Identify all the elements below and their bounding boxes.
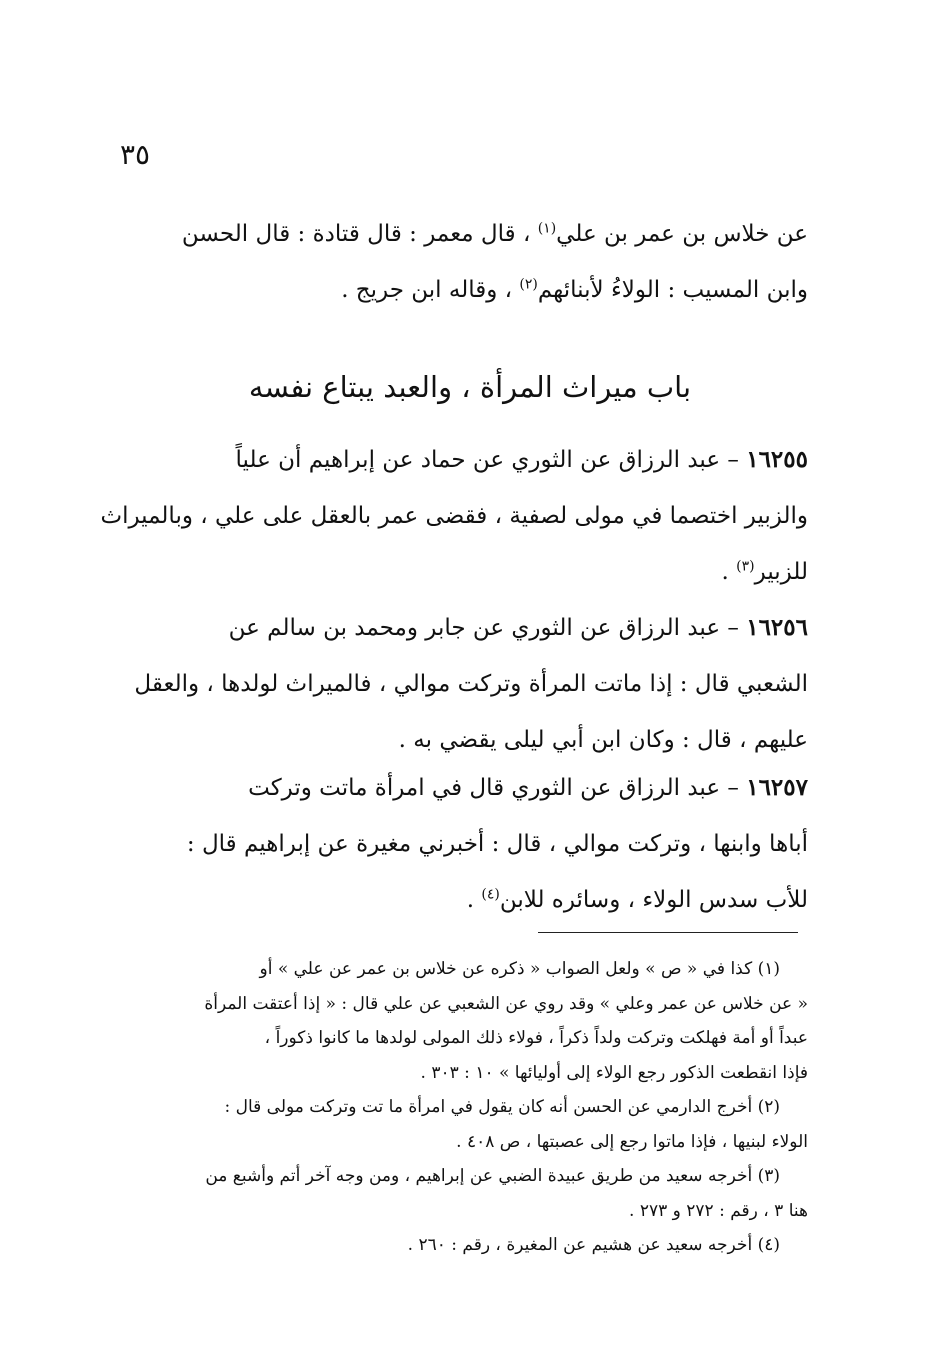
- text-line: عن خلاس بن عمر بن علي$^{(١)}$ ، قال معمر : قال قتادة : قال الحسن: [181, 220, 808, 247]
- footnote-ref[interactable]: (٣): [736, 558, 755, 575]
- hadith-number: ١٦٢٥٥: [746, 446, 808, 473]
- footnote-line: (١) كذا في « ص » ولعل الصواب « ذكره عن خلاس بن عمر عن علي » أو: [259, 959, 780, 979]
- intro-paragraph: [132, 206, 808, 318]
- text-line: ١٦٢٥٧ – عبد الرزاق عن الثوري قال في امرأة ماتت وتركت: [248, 774, 808, 801]
- footnote-line: هنا ٣ ، رقم : ٢٧٢ و ٢٧٣ .: [629, 1200, 808, 1221]
- footnote-ref[interactable]: (١): [537, 220, 557, 237]
- text-line: ١٦٢٥٥ – عبد الرزاق عن الثوري عن حماد عن إبراهيم أن علياً: [235, 446, 808, 473]
- hadith-number: ١٦٢٥٦: [746, 614, 808, 641]
- hadith-paragraph: [132, 600, 808, 768]
- footnote-line: فإذا انقطعت الذكور رجع الولاء إلى أوليائها » ١٠ : ٣٠٣ .: [420, 1062, 808, 1083]
- text-line: للأب سدس الولاء ، وسائره للابن$^{(٤)}$ .: [466, 886, 808, 913]
- footnotes: [132, 952, 808, 1263]
- footnote-ref[interactable]: (٢): [519, 276, 538, 293]
- footnote-divider: [538, 932, 798, 933]
- page-number: ٣٥: [120, 138, 151, 171]
- text-line: الشعبي قال : إذا ماتت المرأة وتركت موالي ، فالميراث لولدها ، والعقل: [134, 671, 808, 697]
- text-line: ١٦٢٥٦ – عبد الرزاق عن الثوري عن جابر ومحمد بن سالم عن: [228, 614, 808, 641]
- footnote-ref[interactable]: (٤): [481, 886, 500, 903]
- text-line: وابن المسيب : الولاءُ لأبنائهم$^{(٢)}$ ، وقاله ابن جريج .: [341, 276, 808, 303]
- text-line: للزبير$^{(٣)}$ .: [721, 558, 808, 585]
- hadith-number: ١٦٢٥٧: [746, 774, 808, 801]
- footnote-line: (٤) أخرجه سعيد عن هشيم عن المغيرة ، رقم : ٢٦٠ .: [407, 1235, 780, 1255]
- footnote-line: الولاء لبنيها ، فإذا ماتوا رجع إلى عصبتها ، ص ٤٠٨ .: [456, 1131, 808, 1152]
- text-line: عليهم ، قال : وكان ابن أبي ليلى يقضي به .: [398, 727, 808, 753]
- footnote-line: (٢) أخرج الدارمي عن الحسن أنه كان يقول في امرأة ما تت وتركت مولى قال :: [224, 1097, 780, 1117]
- hadith-paragraph: [100, 432, 808, 600]
- section-heading: باب ميراث المرأة ، والعبد يبتاع نفسه: [248, 370, 692, 404]
- footnote-line: عبداً أو أمة فهلكت وتركت ولداً ذكراً ، فولاء ذلك المولى لولدها ما كانوا ذكوراً ،: [264, 1028, 808, 1048]
- text-line: أباها وابنها ، وتركت موالي ، قال : أخبرني مغيرة عن إبراهيم قال :: [186, 831, 808, 857]
- footnote-line: (٣) أخرجه سعيد من طريق عبيدة الضبي عن إبراهيم ، ومن وجه آخر أتم وأشبع من: [205, 1166, 780, 1186]
- hadith-paragraph: [132, 760, 808, 928]
- footnote-line: « عن خلاس عن عمر وعلي » وقد روي عن الشعبي عن علي قال : « إذا أعتقت المرأة: [204, 993, 808, 1014]
- text-line: والزبير اختصما في مولى لصفية ، فقضى عمر بالعقل على علي ، وبالميراث: [100, 503, 808, 529]
